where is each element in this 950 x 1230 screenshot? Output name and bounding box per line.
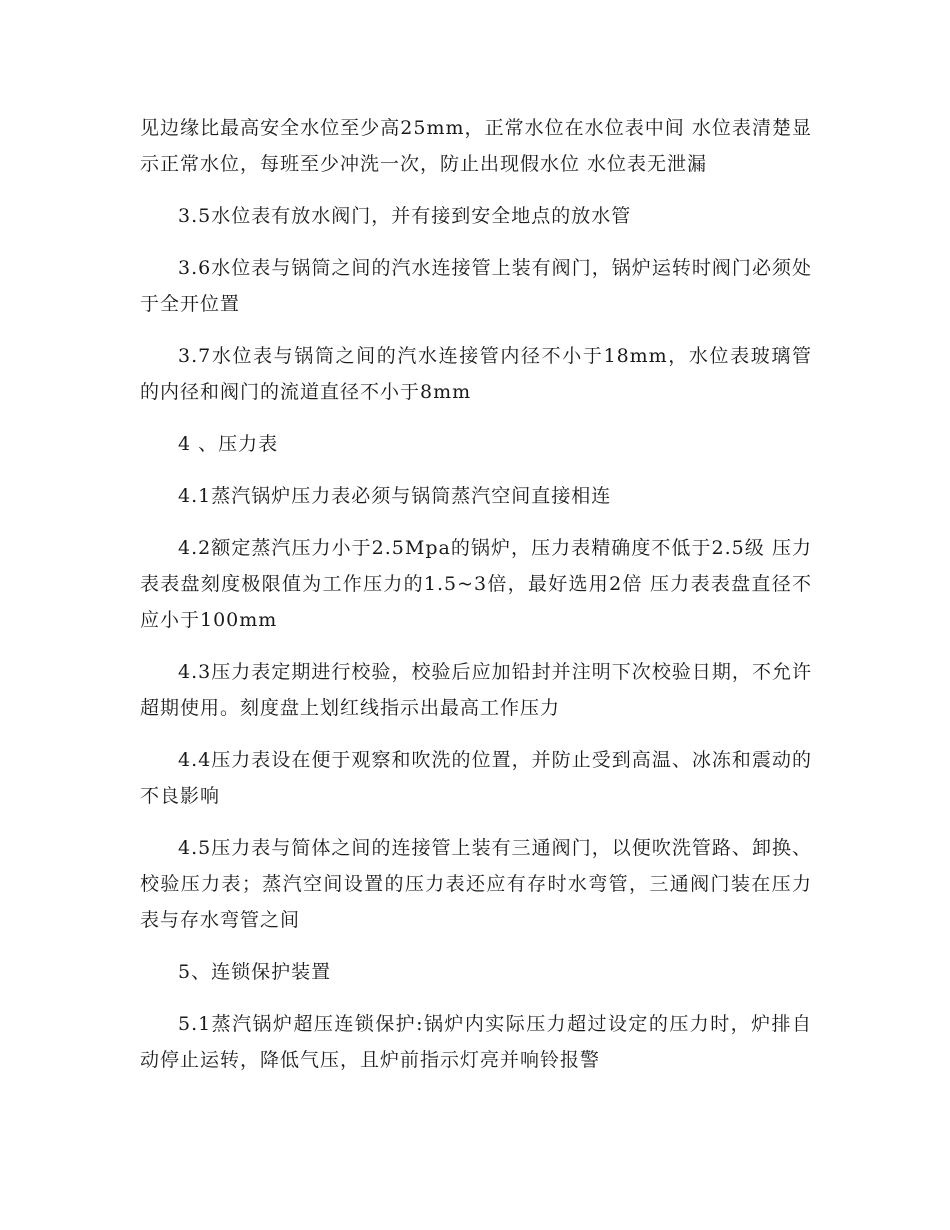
paragraph-4-5: 4.5压力表与简体之间的连接管上装有三通阀门，以便吹洗管路、卸换、校验压力表；蒸汽空间设置的压力表还应有存时水弯管，三通阀门装在压力表与存水弯管之间 (140, 837, 812, 931)
paragraph-3-5: 3.5水位表有放水阀门，并有接到安全地点的放水管 (178, 205, 632, 227)
paragraph-5-1: 5.1蒸汽锅炉超压连锁保护:锅炉内实际压力超过设定的压力时，炉排自动停止运转，降低气压，且炉前指示灯亮并响铃报警 (140, 1013, 812, 1071)
paragraph-3-7: 3.7水位表与锅筒之间的汽水连接管内径不小于18mm，水位表玻璃管的内径和阀门的流道直径不小于8mm (140, 345, 812, 403)
paragraph-4-2: 4.2额定蒸汽压力小于2.5Mpa的锅炉，压力表精确度不低于2.5级 压力表表盘刻度极限值为工作压力的1.5~3倍，最好选用2倍 压力表表盘直径不应小于100mm (140, 537, 812, 631)
section-heading-interlock-protection: 5、连锁保护装置 (178, 961, 332, 983)
paragraph-4-3: 4.3压力表定期进行校验，校验后应加铅封并注明下次校验日期，不允许超期使用。刻度盘上划红线指示出最高工作压力 (140, 661, 812, 719)
document-body (140, 110, 812, 1094)
paragraph-3-6: 3.6水位表与锅筒之间的汽水连接管上装有阀门，锅炉运转时阀门必须处于全开位置 (140, 257, 812, 315)
paragraph-4-1: 4.1蒸汽锅炉压力表必须与锅筒蒸汽空间直接相连 (178, 485, 612, 507)
paragraph-4-4: 4.4压力表设在便于观察和吹洗的位置，并防止受到高温、冰冻和震动的不良影响 (140, 749, 812, 807)
paragraph-water-gauge-continuation: 见边缘比最高安全水位至少高25mm，正常水位在水位表中间 水位表清楚显示正常水位，每班至少冲洗一次，防止出现假水位 水位表无泄漏 (140, 117, 812, 175)
section-heading-pressure-gauge: 4 、压力表 (178, 433, 279, 455)
